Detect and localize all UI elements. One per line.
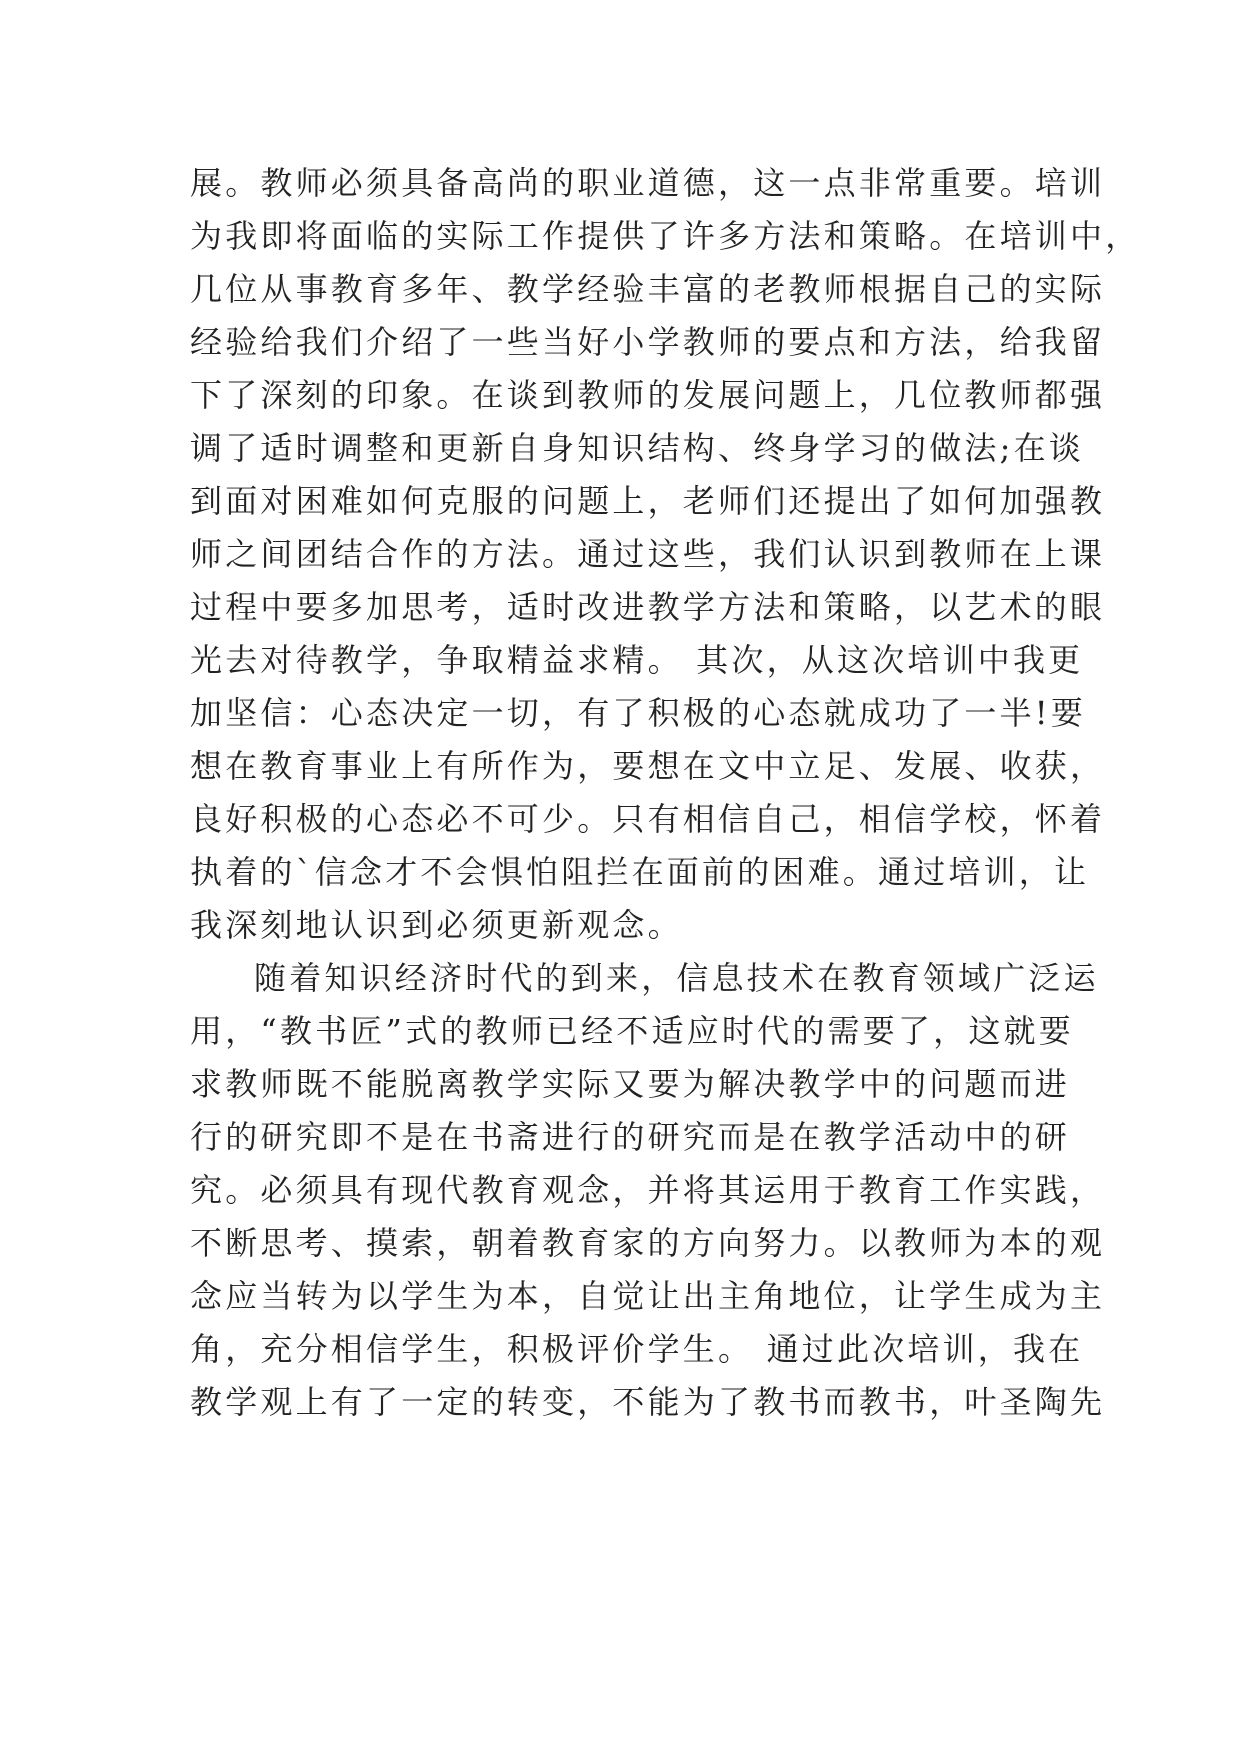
text-line: 行的研究即不是在书斋进行的研究而是在教学活动中的研 <box>190 1118 1071 1156</box>
text-line: 几位从事教育多年、教学经验丰富的老教师根据自己的实际 <box>190 270 1106 308</box>
text-line: 想在教育事业上有所作为，要想在文中立足、发展、收获， <box>190 747 1106 785</box>
text-line: 为我即将面临的实际工作提供了许多方法和策略。在培训中， <box>190 217 1141 255</box>
text-line: 教学观上有了一定的转变，不能为了教书而教书，叶圣陶先 <box>190 1383 1106 1421</box>
text-line: 不断思考、摸索，朝着教育家的方向努力。以教师为本的观 <box>190 1224 1106 1262</box>
text-line: 究。必须具有现代教育观念，并将其运用于教育工作实践， <box>190 1171 1106 1209</box>
text-line: 光去对待教学，争取精益求精。 其次，从这次培训中我更 <box>190 641 1084 679</box>
paragraph-start-line: 随着知识经济时代的到来，信息技术在教育领域广泛运 <box>254 959 1099 997</box>
text-line: 执着的`信念才不会惧怕阻拦在面前的困难。通过培训，让 <box>190 853 1090 891</box>
text-line: 下了深刻的印象。在谈到教师的发展问题上，几位教师都强 <box>190 376 1106 414</box>
text-line: 良好积极的心态必不可少。只有相信自己，相信学校，怀着 <box>190 800 1106 838</box>
text-line: 过程中要多加思考，适时改进教学方法和策略，以艺术的眼 <box>190 588 1106 626</box>
text-line: 我深刻地认识到必须更新观念。 <box>190 906 683 944</box>
text-line: 角，充分相信学生，积极评价学生。 通过此次培训，我在 <box>190 1330 1084 1368</box>
body-text <box>190 157 1141 1429</box>
text-line: 调了适时调整和更新自身知识结构、终身学习的做法;在谈 <box>190 429 1084 467</box>
text-line: 求教师既不能脱离教学实际又要为解决教学中的问题而进 <box>190 1065 1071 1103</box>
text-line: 到面对困难如何克服的问题上，老师们还提出了如何加强教 <box>190 482 1106 520</box>
text-line: 念应当转为以学生为本，自觉让出主角地位，让学生成为主 <box>190 1277 1106 1315</box>
text-line: 加坚信：心态决定一切，有了积极的心态就成功了一半!要 <box>190 694 1087 732</box>
text-line: 经验给我们介绍了一些当好小学教师的要点和方法，给我留 <box>190 323 1106 361</box>
text-line: 师之间团结合作的方法。通过这些，我们认识到教师在上课 <box>190 535 1106 573</box>
text-line: 展。教师必须具备高尚的职业道德，这一点非常重要。培训 <box>190 164 1106 202</box>
text-line: 用，“教书匠”式的教师已经不适应时代的需要了，这就要 <box>190 1012 1074 1050</box>
